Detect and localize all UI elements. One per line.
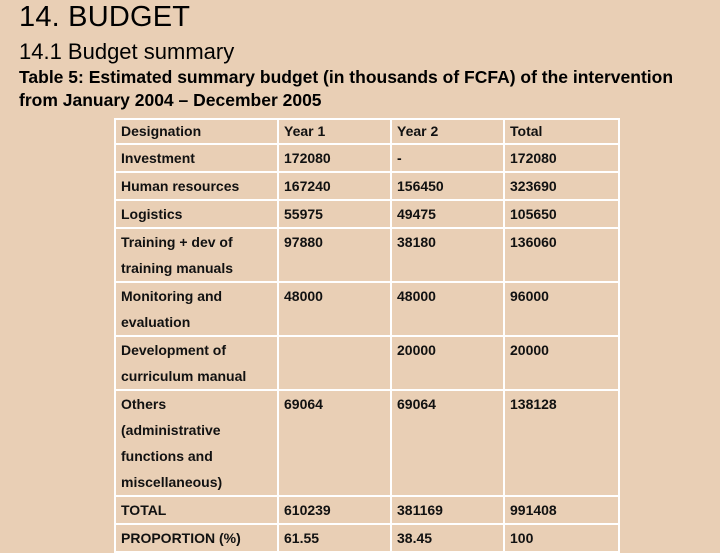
table-row-proportion bbox=[115, 524, 619, 552]
cell-year-1: 61.55 bbox=[278, 524, 391, 552]
cell-year-1: 97880 bbox=[278, 228, 391, 282]
table-row bbox=[115, 200, 619, 228]
cell-designation: Others (administrative functions and miscellaneous) bbox=[115, 390, 278, 496]
cell-year-2: 20000 bbox=[391, 336, 504, 390]
cell-total: 100 bbox=[504, 524, 619, 552]
cell-year-2: 49475 bbox=[391, 200, 504, 228]
table-row bbox=[115, 336, 619, 390]
cell-designation: Training + dev of training manuals bbox=[115, 228, 278, 282]
cell-total: 991408 bbox=[504, 496, 619, 524]
cell-total: 136060 bbox=[504, 228, 619, 282]
cell-year-2: 381169 bbox=[391, 496, 504, 524]
cell-total: 323690 bbox=[504, 172, 619, 200]
page-title: 14. BUDGET bbox=[19, 1, 191, 33]
table-row bbox=[115, 144, 619, 172]
cell-total: 20000 bbox=[504, 336, 619, 390]
cell-designation: Monitoring and evaluation bbox=[115, 282, 278, 336]
cell-year-2: 48000 bbox=[391, 282, 504, 336]
column-header-designation: Designation bbox=[115, 119, 278, 144]
cell-year-2: 69064 bbox=[391, 390, 504, 496]
column-header-total: Total bbox=[504, 119, 619, 144]
budget-table bbox=[114, 118, 620, 553]
cell-designation: Logistics bbox=[115, 200, 278, 228]
cell-total: 172080 bbox=[504, 144, 619, 172]
cell-designation: Investment bbox=[115, 144, 278, 172]
table-caption: Table 5: Estimated summary budget (in thousands of FCFA) of the intervention from January 2004 – December 2005 bbox=[19, 67, 674, 110]
table-row bbox=[115, 172, 619, 200]
cell-year-1: 48000 bbox=[278, 282, 391, 336]
section-title: 14.1 Budget summary bbox=[19, 39, 235, 64]
cell-designation: TOTAL bbox=[115, 496, 278, 524]
cell-year-2: 38.45 bbox=[391, 524, 504, 552]
cell-total: 96000 bbox=[504, 282, 619, 336]
cell-designation: Human resources bbox=[115, 172, 278, 200]
cell-year-1: 69064 bbox=[278, 390, 391, 496]
cell-year-1: 610239 bbox=[278, 496, 391, 524]
cell-year-1: 55975 bbox=[278, 200, 391, 228]
table-row bbox=[115, 390, 619, 496]
cell-year-2: 38180 bbox=[391, 228, 504, 282]
cell-year-1 bbox=[278, 336, 391, 390]
table-row bbox=[115, 282, 619, 336]
table-row-total bbox=[115, 496, 619, 524]
table-header-row bbox=[115, 119, 619, 144]
cell-year-2: 156450 bbox=[391, 172, 504, 200]
cell-year-1: 172080 bbox=[278, 144, 391, 172]
cell-year-1: 167240 bbox=[278, 172, 391, 200]
cell-year-2: - bbox=[391, 144, 504, 172]
cell-designation: Development of curriculum manual bbox=[115, 336, 278, 390]
column-header-year-1: Year 1 bbox=[278, 119, 391, 144]
cell-total: 105650 bbox=[504, 200, 619, 228]
cell-designation: PROPORTION (%) bbox=[115, 524, 278, 552]
column-header-year-2: Year 2 bbox=[391, 119, 504, 144]
table-row bbox=[115, 228, 619, 282]
cell-total: 138128 bbox=[504, 390, 619, 496]
